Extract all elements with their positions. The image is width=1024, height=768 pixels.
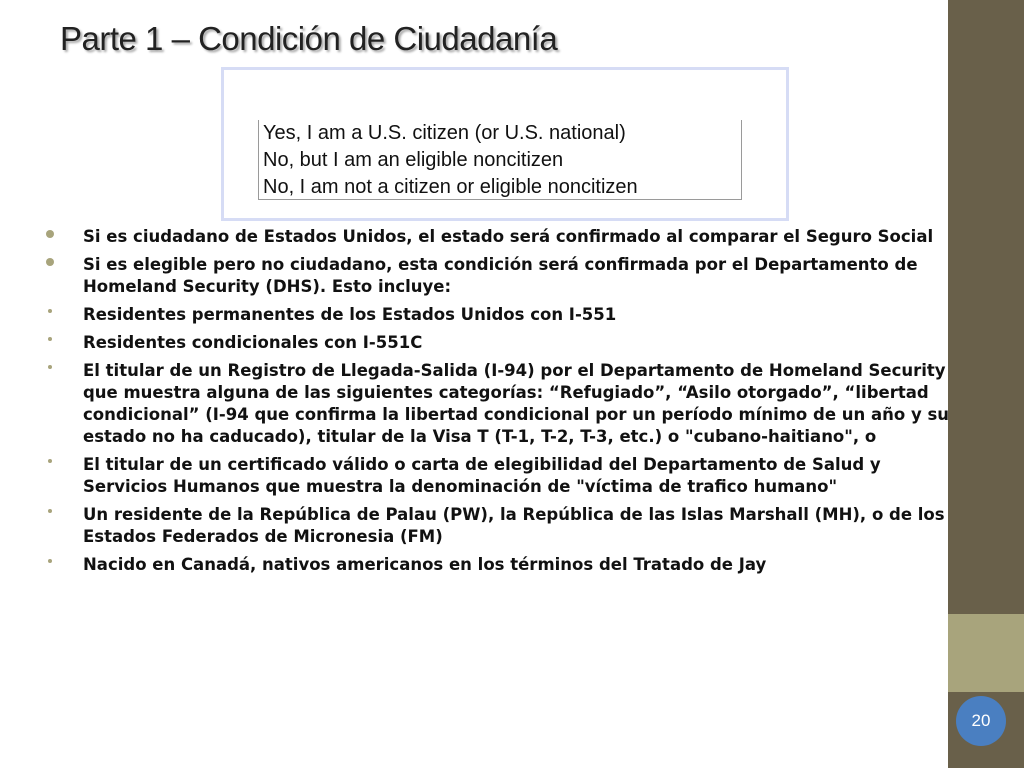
citizenship-options-image bbox=[221, 67, 789, 221]
bullet-icon bbox=[46, 258, 54, 266]
bullet-text: El titular de un Registro de Llegada-Salida (I-94) por el Departamento de Homeland Security que muestra alguna de las siguientes categorías: “Refugiado”, “Asilo otorgado”, “libertad condicional” (I-94 que confirma la libertad condicional por un período mínimo de un año y su estado no ha caducado), titular de la Visa T (T-1, T-2, T-3, etc.) o "cubano-haitiano", o bbox=[83, 361, 950, 446]
sub-bullet-item bbox=[40, 454, 960, 498]
sub-bullet-item bbox=[40, 554, 960, 576]
sub-bullet-item bbox=[40, 332, 960, 354]
bullet-text: Residentes permanentes de los Estados Unidos con I-551 bbox=[83, 305, 617, 324]
sub-bullet-icon bbox=[48, 559, 52, 563]
sub-bullet-item bbox=[40, 360, 960, 448]
citizenship-options-list bbox=[258, 120, 742, 200]
option-eligible-noncitizen: No, but I am an eligible noncitizen bbox=[263, 149, 564, 171]
bullet-text: Un residente de la República de Palau (PW), la República de las Islas Marshall (MH), o de los Estados Federados de Micronesia (FM) bbox=[83, 505, 945, 546]
slide-title: Parte 1 – Condición de Ciudadanía bbox=[60, 20, 558, 57]
bullet-text: Si es ciudadano de Estados Unidos, el estado será confirmado al comparar el Seguro Social bbox=[83, 227, 934, 246]
option-not-eligible: No, I am not a citizen or eligible noncitizen bbox=[263, 176, 638, 198]
bullet-item bbox=[40, 254, 960, 298]
bullet-text: Residentes condicionales con I-551C bbox=[83, 333, 423, 352]
sub-bullet-icon bbox=[48, 337, 52, 341]
page-number-badge: 20 bbox=[956, 696, 1006, 746]
sub-bullet-icon bbox=[48, 365, 52, 369]
bullet-list bbox=[40, 226, 960, 582]
bullet-text: El titular de un certificado válido o carta de elegibilidad del Departamento de Salud y Servicios Humanos que muestra la denominación de "víctima de trafico humano" bbox=[83, 455, 881, 496]
sub-bullet-icon bbox=[48, 459, 52, 463]
bullet-text: Nacido en Canadá, nativos americanos en los términos del Tratado de Jay bbox=[83, 555, 767, 574]
sub-bullet-item bbox=[40, 504, 960, 548]
sub-bullet-icon bbox=[48, 309, 52, 313]
bullet-icon bbox=[46, 230, 54, 238]
side-bar-accent bbox=[948, 614, 1024, 692]
option-citizen: Yes, I am a U.S. citizen (or U.S. national) bbox=[263, 122, 626, 144]
bullet-text: Si es elegible pero no ciudadano, esta condición será confirmada por el Departamento de Homeland Security (DHS). Esto incluye: bbox=[83, 255, 918, 296]
sub-bullet-item bbox=[40, 304, 960, 326]
bullet-item bbox=[40, 226, 960, 248]
sub-bullet-icon bbox=[48, 509, 52, 513]
